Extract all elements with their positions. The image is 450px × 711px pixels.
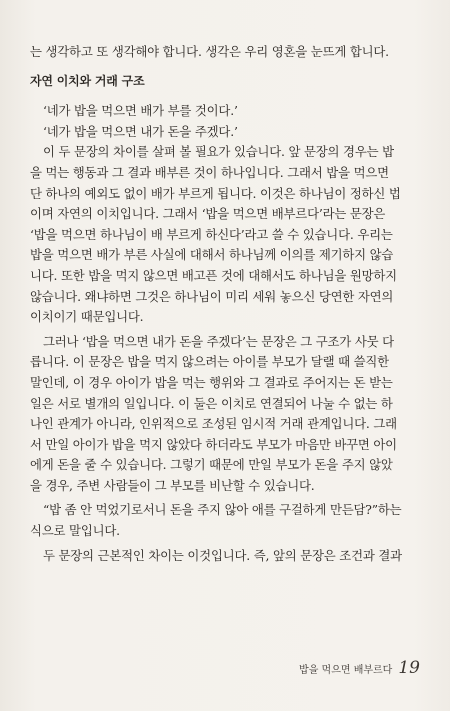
- text-line: 이며 자연의 이치입니다. 그래서 ‘밥을 먹으면 배부르다’라는 문장은: [30, 206, 386, 222]
- text-line: 는 생각하고 또 생각해야 합니다. 생각은 우리 영혼을 눈뜨게 합니다.: [30, 44, 389, 59]
- text-line: 에게 돈을 줄 수 있습니다. 그렇기 때문에 만일 부모가 돈을 주지 않았: [30, 457, 393, 473]
- text-line: 두 문장의 근본적인 차이는 이것입니다. 즉, 앞의 문장은 조건과 결과: [43, 547, 402, 563]
- running-title: 밥을 먹으면 배부르다: [299, 665, 393, 676]
- page-number: 19: [398, 658, 420, 678]
- text-line: 서 만일 아이가 밥을 먹지 않았다 하더라도 부모가 마음만 바꾸면 아이: [30, 436, 397, 452]
- text-line: 말인데, 이 경우 아이가 밥을 먹는 행위와 그 결과로 주어지는 돈 받는: [30, 374, 393, 390]
- text-line: 일은 서로 별개의 일입니다. 이 둘은 이치로 연결되어 나눌 수 없는 하: [30, 395, 393, 411]
- text-line: 나인 관계가 아니라, 인위적으로 조성된 임시적 거래 관계입니다. 그래: [30, 416, 397, 432]
- text-line: 식으로 말입니다.: [30, 523, 120, 539]
- text-line: “밥 좀 안 먹었기로서니 돈을 주지 않아 애를 구걸하게 만든담?”하는: [43, 502, 402, 518]
- text-line: 니다. 또한 밥을 먹지 않으면 배고픈 것에 대해서도 하나님을 원망하지: [30, 267, 397, 283]
- section-heading: 자연 이치와 거래 구조: [30, 73, 145, 88]
- quote-line: ‘네가 밥을 먹으면 내가 돈을 주겠다.’: [43, 123, 238, 139]
- text-line: 그러나 ‘밥을 먹으면 내가 돈을 주겠다’는 문장은 그 구조가 사뭇 다: [43, 333, 394, 349]
- text-line: 을 먹는 행동과 그 결과 배부른 것이 하나입니다. 그래서 밥을 먹으면: [30, 164, 389, 180]
- page-footer: [299, 658, 420, 678]
- text-line: 릅니다. 이 문장은 밥을 먹지 않으려는 아이를 부모가 달랠 때 쓸직한: [30, 354, 389, 370]
- text-line: 이치이기 때문입니다.: [30, 309, 144, 325]
- text-line: 단 하나의 예외도 없이 배가 부르게 됩니다. 이것은 하나님이 정하신 법: [30, 185, 401, 201]
- text-line: ‘밥을 먹으면 하나님이 배 부르게 하신다’라고 쓸 수 있습니다. 우리는: [30, 226, 393, 242]
- text-line: 을 경우, 주변 사람들이 그 부모를 비난할 수 있습니다.: [30, 477, 315, 493]
- text-line: 않습니다. 왜냐하면 그것은 하나님이 미리 세워 놓으신 당연한 자연의: [30, 288, 394, 304]
- text-line: 밥을 먹으면 배가 부른 사실에 대해서 하나님께 이의를 제기하지 않습: [30, 247, 394, 263]
- quote-line: ‘네가 밥을 먹으면 배가 부를 것이다.’: [43, 103, 238, 119]
- text-line: 이 두 문장의 차이를 살펴 볼 필요가 있습니다. 앞 문장의 경우는 밥: [43, 144, 394, 160]
- page-body: [30, 42, 428, 566]
